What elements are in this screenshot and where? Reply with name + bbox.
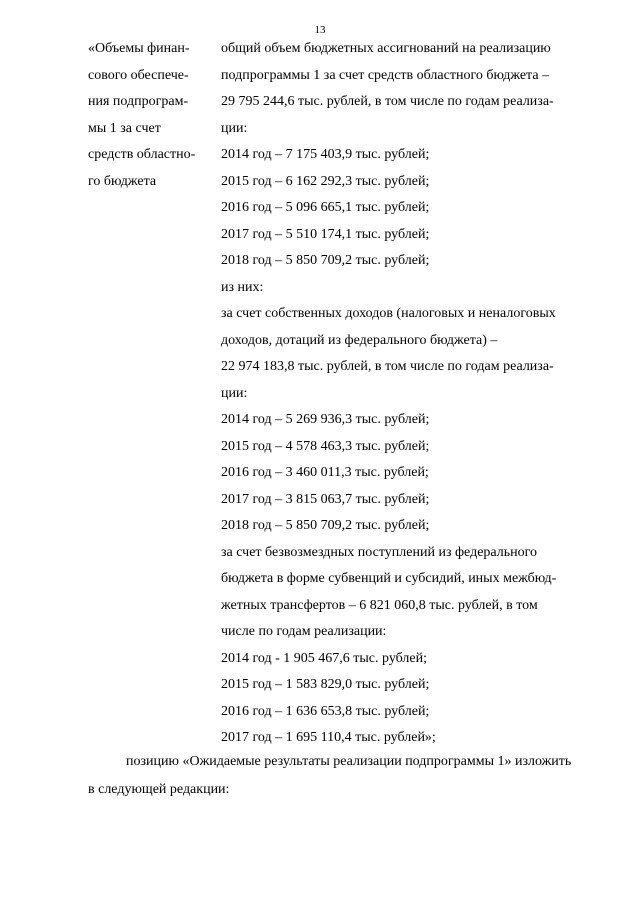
value-line: подпрограммы 1 за счет средств областного бюджета – [221, 67, 550, 83]
label-line: средств областно- [88, 147, 196, 162]
paragraph-line: в следующей редакции: [88, 782, 230, 797]
paragraph-line: позицию «Ожидаемые результаты реализации подпрограммы 1» изложить [126, 754, 572, 769]
label-line: сового обеспече- [88, 67, 189, 83]
page-number: 13 [314, 24, 326, 36]
value-line: общий объем бюджетных ассигнований на реализацию [221, 41, 551, 56]
value-line: 2018 год – 5 850 709,2 тыс. рублей; [221, 253, 430, 268]
value-line: 2014 год - 1 905 467,6 тыс. рублей; [221, 650, 428, 666]
value-line: ции: [221, 120, 248, 136]
value-line: жетных трансфертов – 6 821 060,8 тыс. рублей, в том [221, 597, 538, 613]
value-line: 2015 год – 1 583 829,0 тыс. рублей; [221, 677, 430, 692]
value-line: 2017 год – 5 510 174,1 тыс. рублей; [221, 226, 430, 242]
value-line: 2014 год – 5 269 936,3 тыс. рублей; [221, 412, 430, 427]
value-line: 29 795 244,6 тыс. рублей, в том числе по годам реализа- [221, 94, 554, 109]
value-line: 2018 год – 5 850 709,2 тыс. рублей; [221, 518, 430, 533]
value-line: ции: [221, 385, 248, 401]
value-line: из них: [221, 279, 264, 295]
value-line: 2017 год – 3 815 063,7 тыс. рублей; [221, 491, 430, 507]
label-line: ния подпрограм- [88, 94, 189, 109]
label-line: «Объемы финан- [88, 41, 190, 56]
value-line: доходов, дотаций из федерального бюджета) – [221, 332, 498, 348]
value-line: 2016 год – 5 096 665,1 тыс. рублей; [221, 200, 430, 215]
value-line: 2017 год – 1 695 110,4 тыс. рублей»; [221, 730, 436, 745]
table-label-column [88, 36, 213, 195]
value-line: за счет безвозмездных поступлений из федерального [221, 544, 538, 560]
value-line: числе по годам реализации: [221, 624, 387, 639]
value-line: 2016 год – 1 636 653,8 тыс. рублей; [221, 703, 430, 719]
body-paragraph [88, 748, 602, 804]
table-value-column [221, 36, 601, 752]
value-line: бюджета в форме субвенций и субсидий, иных межбюд- [221, 571, 557, 586]
label-line: мы 1 за счет [88, 120, 161, 136]
value-line: за счет собственных доходов (налоговых и неналоговых [221, 306, 556, 321]
label-line: го бюджета [88, 173, 157, 189]
value-line: 2015 год – 4 578 463,3 тыс. рублей; [221, 438, 430, 454]
value-line: 2016 год – 3 460 011,3 тыс. рублей; [221, 465, 429, 480]
value-line: 2015 год – 6 162 292,3 тыс. рублей; [221, 173, 430, 189]
value-line: 22 974 183,8 тыс. рублей, в том числе по годам реализа- [221, 359, 554, 374]
value-line: 2014 год – 7 175 403,9 тыс. рублей; [221, 147, 430, 162]
